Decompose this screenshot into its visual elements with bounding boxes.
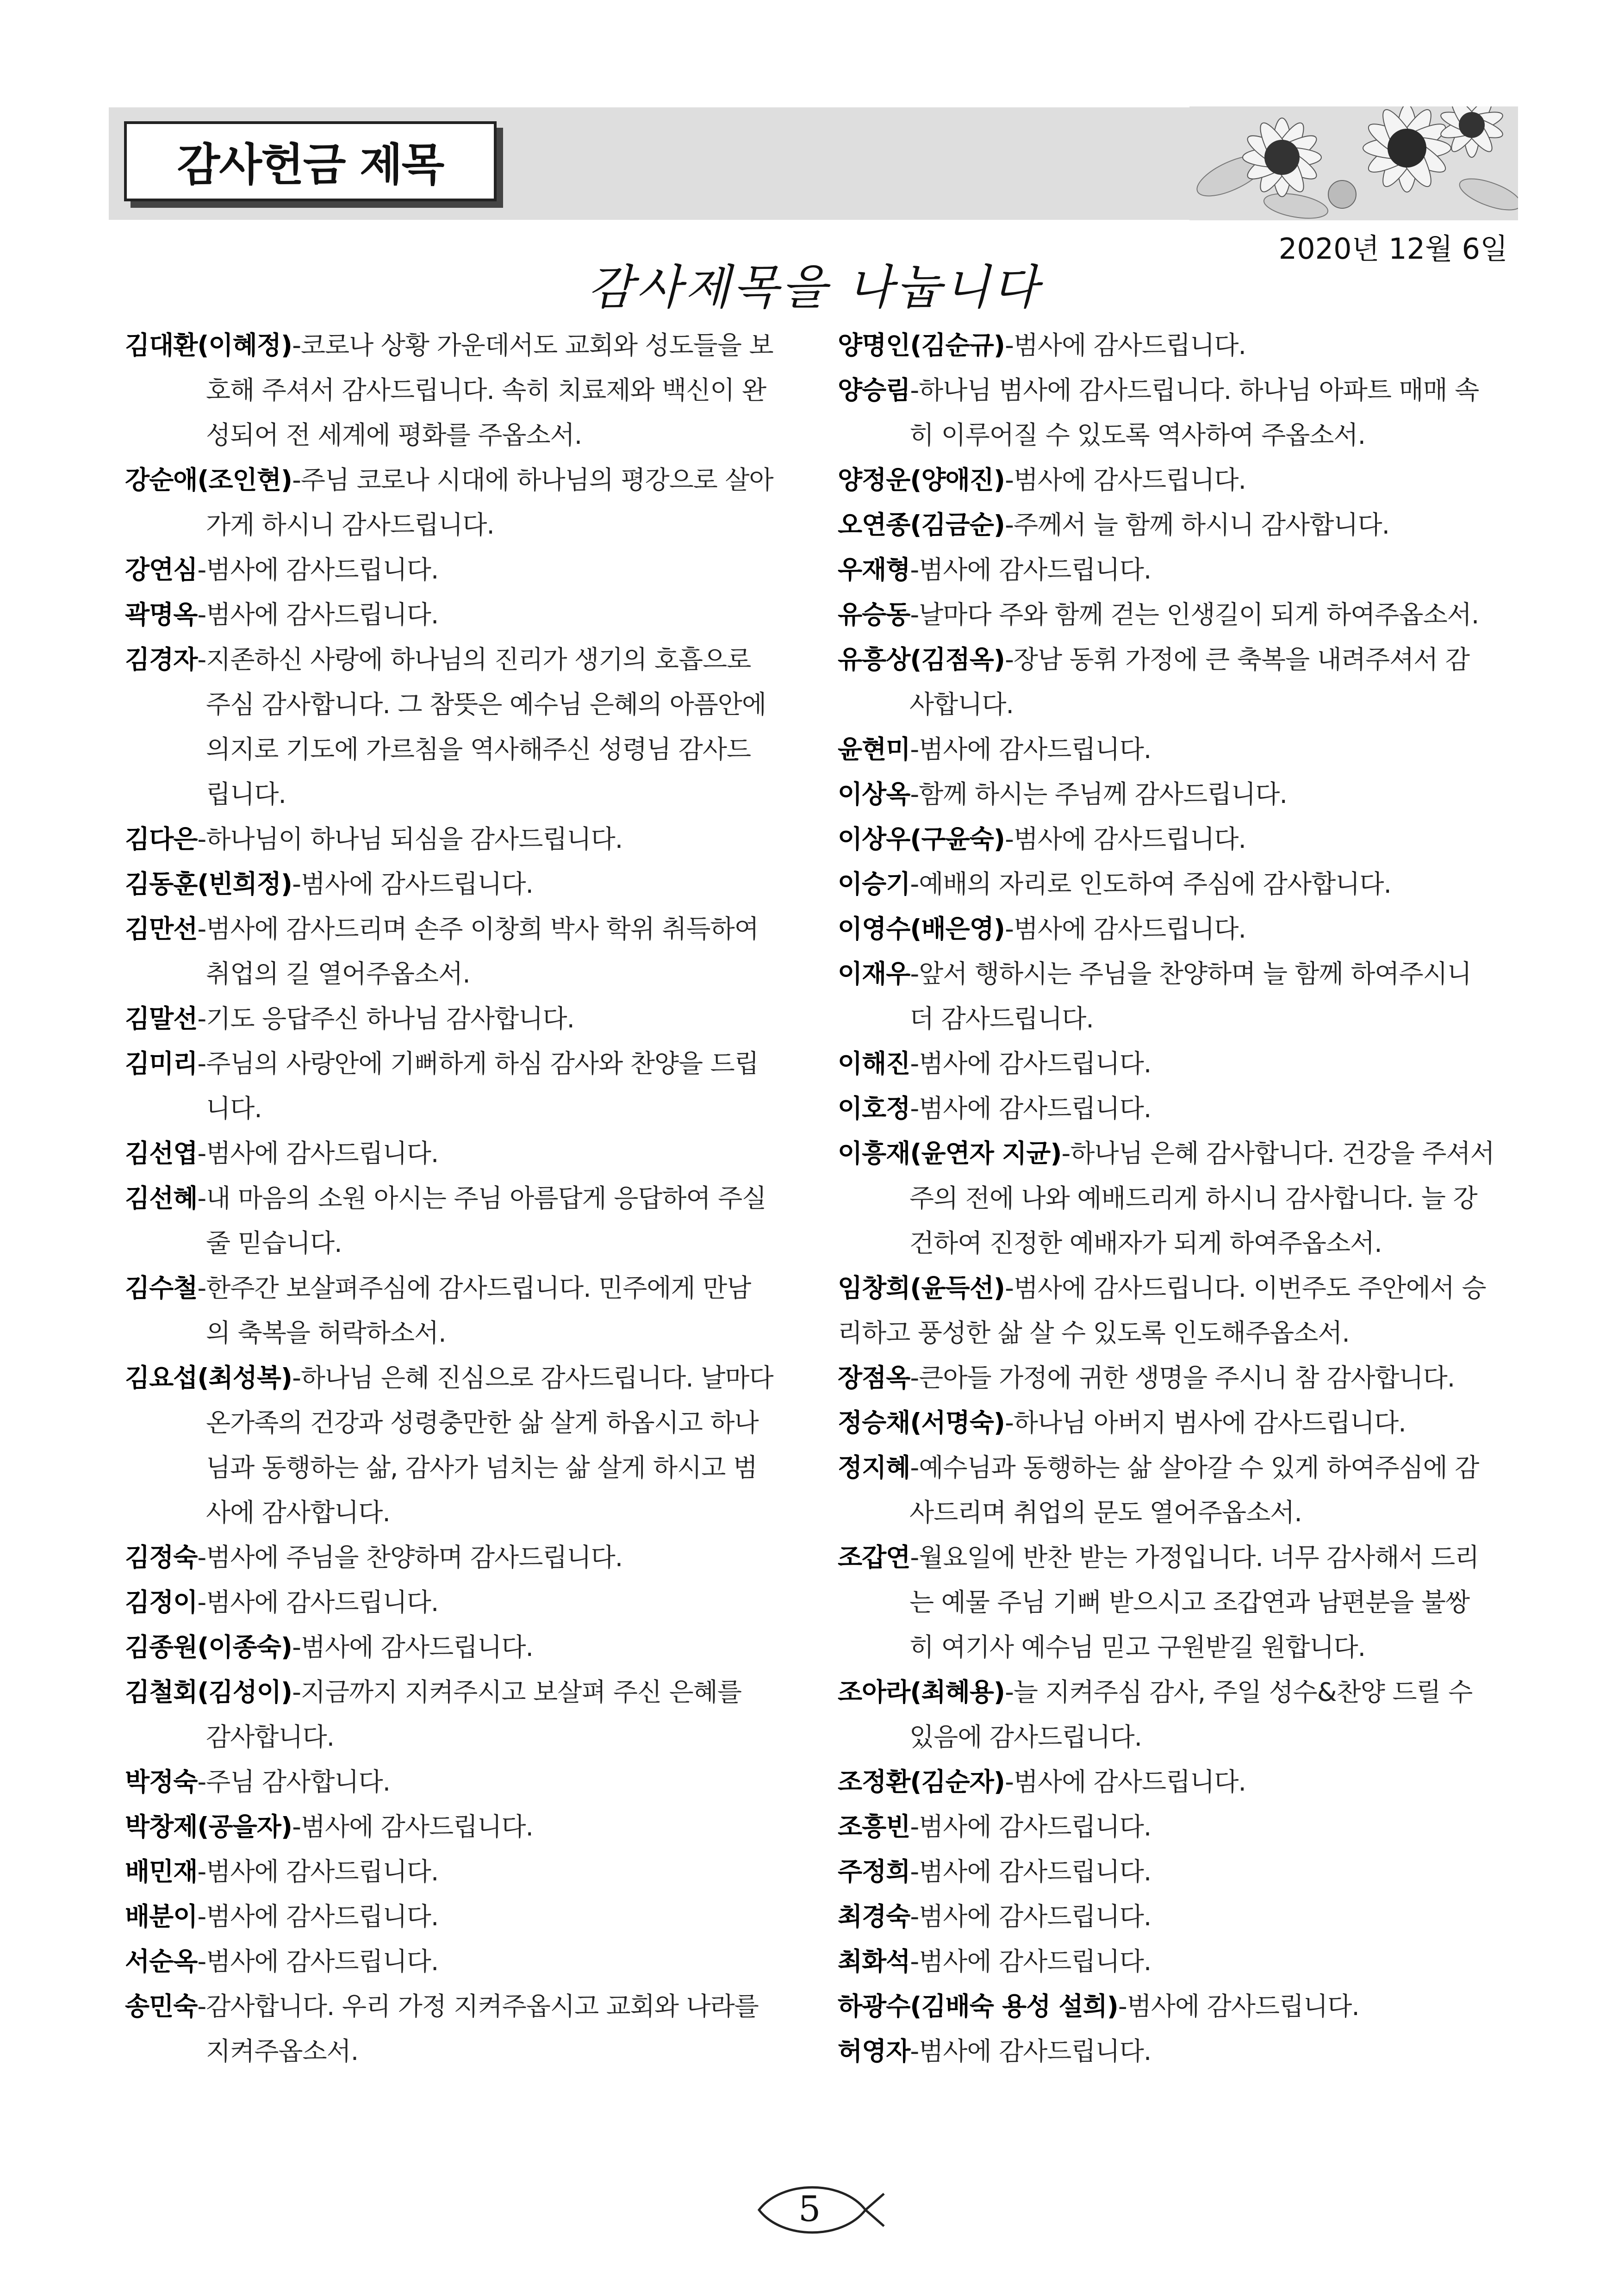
entry-first-line	[838, 368, 1518, 413]
thanks-message: -장남 동휘 가정에 큰 축복을 내려주셔서 감	[1005, 645, 1470, 674]
donor-name: 김선혜	[125, 1183, 198, 1213]
thanks-message: -하나님 은혜 감사합니다. 건강을 주셔서	[1061, 1139, 1494, 1168]
thanks-entry	[838, 1356, 1518, 1400]
section-title: 감사헌금 제목	[124, 121, 497, 201]
entry-first-line	[125, 1580, 798, 1625]
page-number: 5	[798, 2188, 821, 2229]
thanks-message: 온가족의 건강과 성령충만한 삶 살게 하옵시고 하나	[206, 1408, 759, 1437]
thanks-message: 립니다.	[206, 779, 286, 809]
thanks-message: -늘 지켜주심 감사, 주일 성수&찬양 드릴 수	[1005, 1677, 1473, 1707]
donor-name: 강연심	[125, 555, 198, 585]
thanks-message: -범사에 감사드립니다.	[197, 1947, 439, 1976]
entry-first-line	[838, 772, 1518, 817]
thanks-message: -하나님 은혜 진심으로 감사드립니다. 날마다	[292, 1363, 773, 1393]
thanks-entry	[125, 1625, 798, 1670]
thanks-message: -하나님이 하나님 되심을 감사드립니다.	[197, 824, 623, 854]
donor-name: 우재형	[838, 555, 910, 585]
donor-name: 최화석	[838, 1947, 910, 1976]
thanks-message: -앞서 행하시는 주님을 찬양하며 늘 함께 하여주시니	[910, 959, 1471, 989]
entry-first-line	[838, 1356, 1518, 1400]
thanks-entry	[125, 548, 798, 592]
entry-first-line	[125, 1760, 798, 1804]
entry-first-line	[125, 907, 798, 952]
entry-first-line	[125, 1356, 798, 1400]
thanks-entry	[125, 907, 798, 996]
thanks-message: 지켜주옵소서.	[206, 2036, 359, 2066]
thanks-entry	[838, 1086, 1518, 1131]
donor-name: 이재우	[838, 959, 910, 989]
entry-first-line	[125, 1625, 798, 1670]
entry-first-line	[125, 592, 798, 637]
thanks-message: -범사에 감사드립니다.	[197, 600, 439, 629]
donor-name: 김말선	[125, 1004, 198, 1033]
donor-name: 정승채(서명숙)	[838, 1408, 1005, 1437]
donor-name: 이해진	[838, 1049, 910, 1078]
donor-name: 윤현미	[838, 734, 910, 764]
donor-name: 이상우(구윤숙)	[838, 824, 1005, 854]
donor-name: 박정숙	[125, 1767, 198, 1797]
donor-name: 김정이	[125, 1587, 198, 1617]
thanks-entry	[838, 2029, 1518, 2074]
donor-name: 이흥재(윤연자 지균)	[838, 1139, 1062, 1168]
thanks-message: -범사에 감사드립니다.	[1005, 465, 1246, 495]
donor-name: 김만선	[125, 914, 198, 944]
thanks-message: -범사에 감사드립니다.	[1118, 1991, 1359, 2021]
sunflower-bouquet-icon	[1189, 106, 1518, 220]
thanks-entry	[838, 503, 1518, 548]
donor-name: 이승기	[838, 869, 910, 899]
thanks-message: 니다.	[206, 1094, 262, 1123]
thanks-entry	[838, 1760, 1518, 1804]
donor-name: 오연종(김금순)	[838, 510, 1005, 540]
donor-name: 김다은	[125, 824, 198, 854]
entry-first-line	[838, 952, 1518, 996]
entry-first-line	[838, 1939, 1518, 1984]
thanks-entry	[125, 1670, 798, 1760]
entry-continuation-line	[125, 1086, 798, 1131]
thanks-message: -범사에 감사드립니다.	[910, 1902, 1151, 1931]
entry-first-line	[125, 637, 798, 682]
entry-first-line	[125, 1939, 798, 1984]
donor-name: 조갑연	[838, 1543, 910, 1572]
right-column	[838, 323, 1518, 2074]
thanks-entry	[838, 907, 1518, 952]
thanks-entry	[125, 1760, 798, 1804]
entry-continuation-line	[125, 772, 798, 817]
entry-first-line	[838, 1849, 1518, 1894]
entry-first-line	[125, 1984, 798, 2029]
thanks-message: -범사에 감사드리며 손주 이창희 박사 학위 취득하여	[197, 914, 759, 944]
entry-first-line	[838, 1086, 1518, 1131]
thanks-entry	[838, 323, 1518, 368]
entry-first-line	[125, 817, 798, 862]
thanks-message: -지금까지 지켜주시고 보살펴 주신 은혜를	[292, 1677, 742, 1707]
thanks-message: -주님의 사랑안에 기뻐하게 하심 감사와 찬양을 드립	[197, 1049, 759, 1078]
thanks-message: 사합니다.	[909, 690, 1014, 719]
thanks-entry	[125, 1356, 798, 1535]
donor-name: 유승동	[838, 600, 910, 629]
thanks-message: -예배의 자리로 인도하여 주심에 감사합니다.	[910, 869, 1391, 899]
entry-continuation-line	[125, 952, 798, 996]
thanks-entry	[838, 1041, 1518, 1086]
donor-name: 이영수(배은영)	[838, 914, 1005, 944]
thanks-message: -범사에 감사드립니다.	[292, 1632, 534, 1662]
thanks-entry	[838, 1849, 1518, 1894]
entry-first-line	[838, 862, 1518, 907]
thanks-entry	[125, 1939, 798, 1984]
donor-name: 김철회(김성이)	[125, 1677, 292, 1707]
entry-first-line	[838, 1760, 1518, 1804]
left-column	[125, 323, 798, 2074]
donor-name: 김수철	[125, 1273, 198, 1303]
entry-first-line	[125, 458, 798, 503]
donor-name: 김요섭(최성복)	[125, 1363, 292, 1393]
thanks-entry	[838, 817, 1518, 862]
donor-name: 정지혜	[838, 1453, 910, 1482]
thanks-entry	[838, 548, 1518, 592]
thanks-message: -큰아들 가정에 귀한 생명을 주시니 참 감사합니다.	[910, 1363, 1455, 1393]
thanks-entry	[838, 1939, 1518, 1984]
thanks-message: -범사에 감사드립니다.	[1005, 824, 1246, 854]
thanks-entry	[125, 1580, 798, 1625]
donor-name: 김대환(이혜정)	[125, 330, 292, 360]
entry-continuation-line	[125, 727, 798, 772]
thanks-entry	[125, 1041, 798, 1131]
thanks-message: -범사에 감사드립니다.	[910, 1947, 1151, 1976]
thanks-message: 건하여 진정한 예배자가 되게 하여주옵소서.	[909, 1228, 1382, 1258]
donor-name: 박창제(공을자)	[125, 1812, 292, 1842]
donor-name: 이호정	[838, 1094, 910, 1123]
thanks-message: -주님 감사합니다.	[197, 1767, 391, 1797]
entry-first-line	[838, 458, 1518, 503]
entry-first-line	[125, 1849, 798, 1894]
thanks-message: 히 여기사 예수님 믿고 구원받길 원합니다.	[909, 1632, 1366, 1662]
donor-name: 양명인(김순규)	[838, 330, 1005, 360]
entry-first-line	[838, 2029, 1518, 2074]
entry-first-line	[125, 1176, 798, 1221]
thanks-entry	[125, 1849, 798, 1894]
entry-first-line	[838, 592, 1518, 637]
thanks-message: 성되어 전 세계에 평화를 주옵소서.	[206, 420, 582, 450]
donor-name: 곽명옥	[125, 600, 198, 629]
entry-first-line	[125, 1804, 798, 1849]
entry-first-line	[125, 996, 798, 1041]
thanks-message: 취업의 길 열어주옵소서.	[206, 959, 470, 989]
thanks-message: -범사에 감사드립니다.	[910, 734, 1151, 764]
thanks-message: -하나님 범사에 감사드립니다. 하나님 아파트 매매 속	[910, 375, 1479, 405]
thanks-entry	[125, 862, 798, 907]
entry-continuation-line	[125, 503, 798, 548]
thanks-message: -주님 코로나 시대에 하나님의 평강으로 살아	[292, 465, 773, 495]
thanks-entry	[838, 1670, 1518, 1760]
entry-first-line	[125, 1535, 798, 1580]
entry-continuation-line	[125, 1311, 798, 1356]
thanks-entry	[838, 368, 1518, 458]
entry-continuation-line	[838, 1176, 1518, 1221]
donor-name: 김경자	[125, 645, 198, 674]
thanks-entry	[838, 1984, 1518, 2029]
thanks-entry	[838, 458, 1518, 503]
thanks-entry	[125, 1266, 798, 1356]
donor-name: 주정희	[838, 1857, 910, 1886]
entry-continuation-line	[125, 1400, 798, 1445]
thanks-message: -범사에 감사드립니다.	[1005, 1767, 1246, 1797]
thanks-message: 가게 하시니 감사드립니다.	[206, 510, 494, 540]
thanks-message: -범사에 감사드립니다. 이번주도 주안에서 승	[1005, 1273, 1486, 1303]
entry-first-line	[838, 1131, 1518, 1176]
date-label: 2020년 12월 6일	[1278, 232, 1508, 266]
donor-name: 김미리	[125, 1049, 198, 1078]
donor-name: 김동훈(빈희정)	[125, 869, 292, 899]
donor-name: 이상옥	[838, 779, 910, 809]
thanks-message: -범사에 감사드립니다.	[197, 1139, 439, 1168]
thanks-message: -월요일에 반찬 받는 가정입니다. 너무 감사해서 드리	[910, 1543, 1479, 1572]
donor-name: 양정운(양애진)	[838, 465, 1005, 495]
thanks-message: -지존하신 사랑에 하나님의 진리가 생기의 호흡으로	[197, 645, 751, 674]
entry-continuation-line	[838, 682, 1518, 727]
entry-first-line	[125, 1894, 798, 1939]
entry-first-line	[838, 1445, 1518, 1490]
thanks-message: 줄 믿습니다.	[206, 1228, 342, 1258]
thanks-message: 사에 감사합니다.	[206, 1498, 390, 1527]
thanks-entry	[838, 727, 1518, 772]
thanks-message: -범사에 감사드립니다.	[292, 869, 534, 899]
entry-first-line	[125, 323, 798, 368]
thanks-entry	[838, 1804, 1518, 1849]
thanks-message: -범사에 감사드립니다.	[1005, 914, 1246, 944]
thanks-message: -범사에 감사드립니다.	[910, 1049, 1151, 1078]
entry-first-line	[838, 1266, 1518, 1311]
thanks-message: 더 감사드립니다.	[909, 1004, 1094, 1033]
thanks-message: -범사에 감사드립니다.	[910, 1094, 1151, 1123]
donor-name: 배민재	[125, 1857, 198, 1886]
entry-first-line	[838, 548, 1518, 592]
thanks-entry	[125, 1984, 798, 2074]
donor-name: 김종원(이종숙)	[125, 1632, 292, 1662]
thanks-message: -범사에 감사드립니다.	[197, 1857, 439, 1886]
entry-continuation-line	[838, 413, 1518, 458]
entry-continuation-line	[838, 1221, 1518, 1266]
donor-name: 허영자	[838, 2036, 910, 2066]
entry-continuation-line	[125, 368, 798, 413]
thanks-message: -감사합니다. 우리 가정 지켜주옵시고 교회와 나라를	[197, 1991, 759, 2021]
donor-name: 최경숙	[838, 1902, 910, 1931]
entry-first-line	[838, 1984, 1518, 2029]
thanks-entry	[838, 592, 1518, 637]
thanks-message: 주심 감사합니다. 그 참뜻은 예수님 은혜의 아픔안에	[206, 690, 766, 719]
entry-continuation-line	[838, 1625, 1518, 1670]
entry-continuation-line	[125, 2029, 798, 2074]
thanks-message: -범사에 감사드립니다.	[197, 1587, 439, 1617]
entry-first-line	[125, 548, 798, 592]
entry-continuation-line	[125, 413, 798, 458]
thanks-message: -범사에 감사드립니다.	[197, 555, 439, 585]
entry-first-line	[838, 1804, 1518, 1849]
thanks-message: -범사에 감사드립니다.	[1005, 330, 1246, 360]
thanks-message: -범사에 감사드립니다.	[910, 1812, 1151, 1842]
donor-name: 장점옥	[838, 1363, 910, 1393]
thanks-entry	[838, 1445, 1518, 1535]
donor-name: 배분이	[125, 1902, 198, 1931]
entry-first-line	[125, 1266, 798, 1311]
thanks-entry	[838, 1131, 1518, 1266]
entry-continuation-line	[125, 682, 798, 727]
entry-first-line	[125, 862, 798, 907]
thanks-message: 님과 동행하는 삶, 감사가 넘치는 삶 살게 하시고 범	[206, 1453, 757, 1482]
thanks-entry	[125, 458, 798, 548]
entry-first-line	[838, 323, 1518, 368]
entry-first-line	[838, 1535, 1518, 1580]
thanks-message: 있음에 감사드립니다.	[909, 1722, 1142, 1752]
entry-first-line	[125, 1670, 798, 1715]
thanks-entry	[125, 323, 798, 458]
thanks-message: -코로나 상황 가운데서도 교회와 성도들을 보	[292, 330, 773, 360]
entry-first-line	[125, 1041, 798, 1086]
thanks-entry	[125, 1894, 798, 1939]
thanks-entry	[125, 1804, 798, 1849]
thanks-message: -하나님 아버지 범사에 감사드립니다.	[1005, 1408, 1406, 1437]
thanks-entry	[125, 1535, 798, 1580]
thanks-message: -범사에 감사드립니다.	[292, 1812, 534, 1842]
thanks-message: 호해 주셔서 감사드립니다. 속히 치료제와 백신이 완	[206, 375, 766, 405]
entry-first-line	[838, 1670, 1518, 1715]
thanks-message: -범사에 주님을 찬양하며 감사드립니다.	[197, 1543, 623, 1572]
thanks-message: -날마다 주와 함께 걷는 인생길이 되게 하여주옵소서.	[910, 600, 1479, 629]
thanks-entry	[838, 772, 1518, 817]
thanks-message: 리하고 풍성한 삶 살 수 있도록 인도해주옵소서.	[838, 1318, 1350, 1348]
subtitle-heading: 감사제목을 나눕니다	[588, 260, 1041, 315]
thanks-message: 의 축복을 허락하소서.	[206, 1318, 446, 1348]
entry-first-line	[838, 1894, 1518, 1939]
thanks-message: -주께서 늘 함께 하시니 감사합니다.	[1005, 510, 1390, 540]
thanks-message: -범사에 감사드립니다.	[910, 2036, 1151, 2066]
thanks-entry	[125, 996, 798, 1041]
thanks-message: -범사에 감사드립니다.	[910, 1857, 1151, 1886]
donor-name: 하광수(김배숙 용성 설희)	[838, 1991, 1118, 2021]
thanks-entry	[838, 1266, 1518, 1356]
donor-name: 임창희(윤득선)	[838, 1273, 1005, 1303]
thanks-entry	[125, 1176, 798, 1266]
entry-continuation-line	[838, 1311, 1518, 1356]
donor-name: 김정숙	[125, 1543, 198, 1572]
entry-first-line	[838, 1041, 1518, 1086]
entry-continuation-line	[125, 1221, 798, 1266]
thanks-message: 는 예물 주님 기뻐 받으시고 조갑연과 남편분을 불쌍	[909, 1587, 1470, 1617]
thanks-entry	[838, 637, 1518, 727]
donor-name: 조아라(최혜용)	[838, 1677, 1005, 1707]
thanks-message: 사드리며 취업의 문도 열어주옵소서.	[909, 1498, 1302, 1527]
entry-first-line	[838, 1400, 1518, 1445]
donor-name: 강순애(조인현)	[125, 465, 292, 495]
entry-continuation-line	[125, 1445, 798, 1490]
thanks-entry	[838, 1400, 1518, 1445]
thanks-entry	[838, 862, 1518, 907]
thanks-entry	[838, 1535, 1518, 1670]
thanks-message: -예수님과 동행하는 삶 살아갈 수 있게 하여주심에 감	[910, 1453, 1479, 1482]
thanks-entry	[838, 1894, 1518, 1939]
thanks-message: -함께 하시는 주님께 감사드립니다.	[910, 779, 1287, 809]
entry-first-line	[838, 907, 1518, 952]
entry-continuation-line	[125, 1715, 798, 1760]
thanks-message: 의지로 기도에 가르침을 역사해주신 성령님 감사드	[206, 734, 751, 764]
thanks-message: -한주간 보살펴주심에 감사드립니다. 민주에게 만남	[197, 1273, 751, 1303]
donor-name: 서순옥	[125, 1947, 198, 1976]
entry-first-line	[838, 503, 1518, 548]
donor-name: 조흥빈	[838, 1812, 910, 1842]
donor-name: 송민숙	[125, 1991, 198, 2021]
entry-first-line	[838, 727, 1518, 772]
entry-continuation-line	[838, 1715, 1518, 1760]
thanks-entry	[125, 592, 798, 637]
thanks-message: 감사합니다.	[206, 1722, 335, 1752]
donor-name: 김선엽	[125, 1139, 198, 1168]
entry-first-line	[125, 1131, 798, 1176]
thanks-entry	[125, 1131, 798, 1176]
entry-first-line	[838, 637, 1518, 682]
thanks-message: 히 이루어질 수 있도록 역사하여 주옵소서.	[909, 420, 1366, 450]
thanks-entry	[125, 817, 798, 862]
entry-first-line	[838, 817, 1518, 862]
entry-continuation-line	[838, 996, 1518, 1041]
thanks-message: -내 마음의 소원 아시는 주님 아름답게 응답하여 주실	[197, 1183, 766, 1213]
entry-continuation-line	[125, 1490, 798, 1535]
donor-name: 조정환(김순자)	[838, 1767, 1005, 1797]
thanks-message: 주의 전에 나와 예배드리게 하시니 감사합니다. 늘 강	[909, 1183, 1477, 1213]
entry-continuation-line	[838, 1490, 1518, 1535]
donor-name: 유흥상(김점옥)	[838, 645, 1005, 674]
thanks-message: -범사에 감사드립니다.	[197, 1902, 439, 1931]
entry-continuation-line	[838, 1580, 1518, 1625]
thanks-entry	[125, 637, 798, 817]
thanks-message: -기도 응답주신 하나님 감사합니다.	[197, 1004, 574, 1033]
thanks-message: -범사에 감사드립니다.	[910, 555, 1151, 585]
thanks-entry	[838, 952, 1518, 1041]
donor-name: 양승림	[838, 375, 910, 405]
